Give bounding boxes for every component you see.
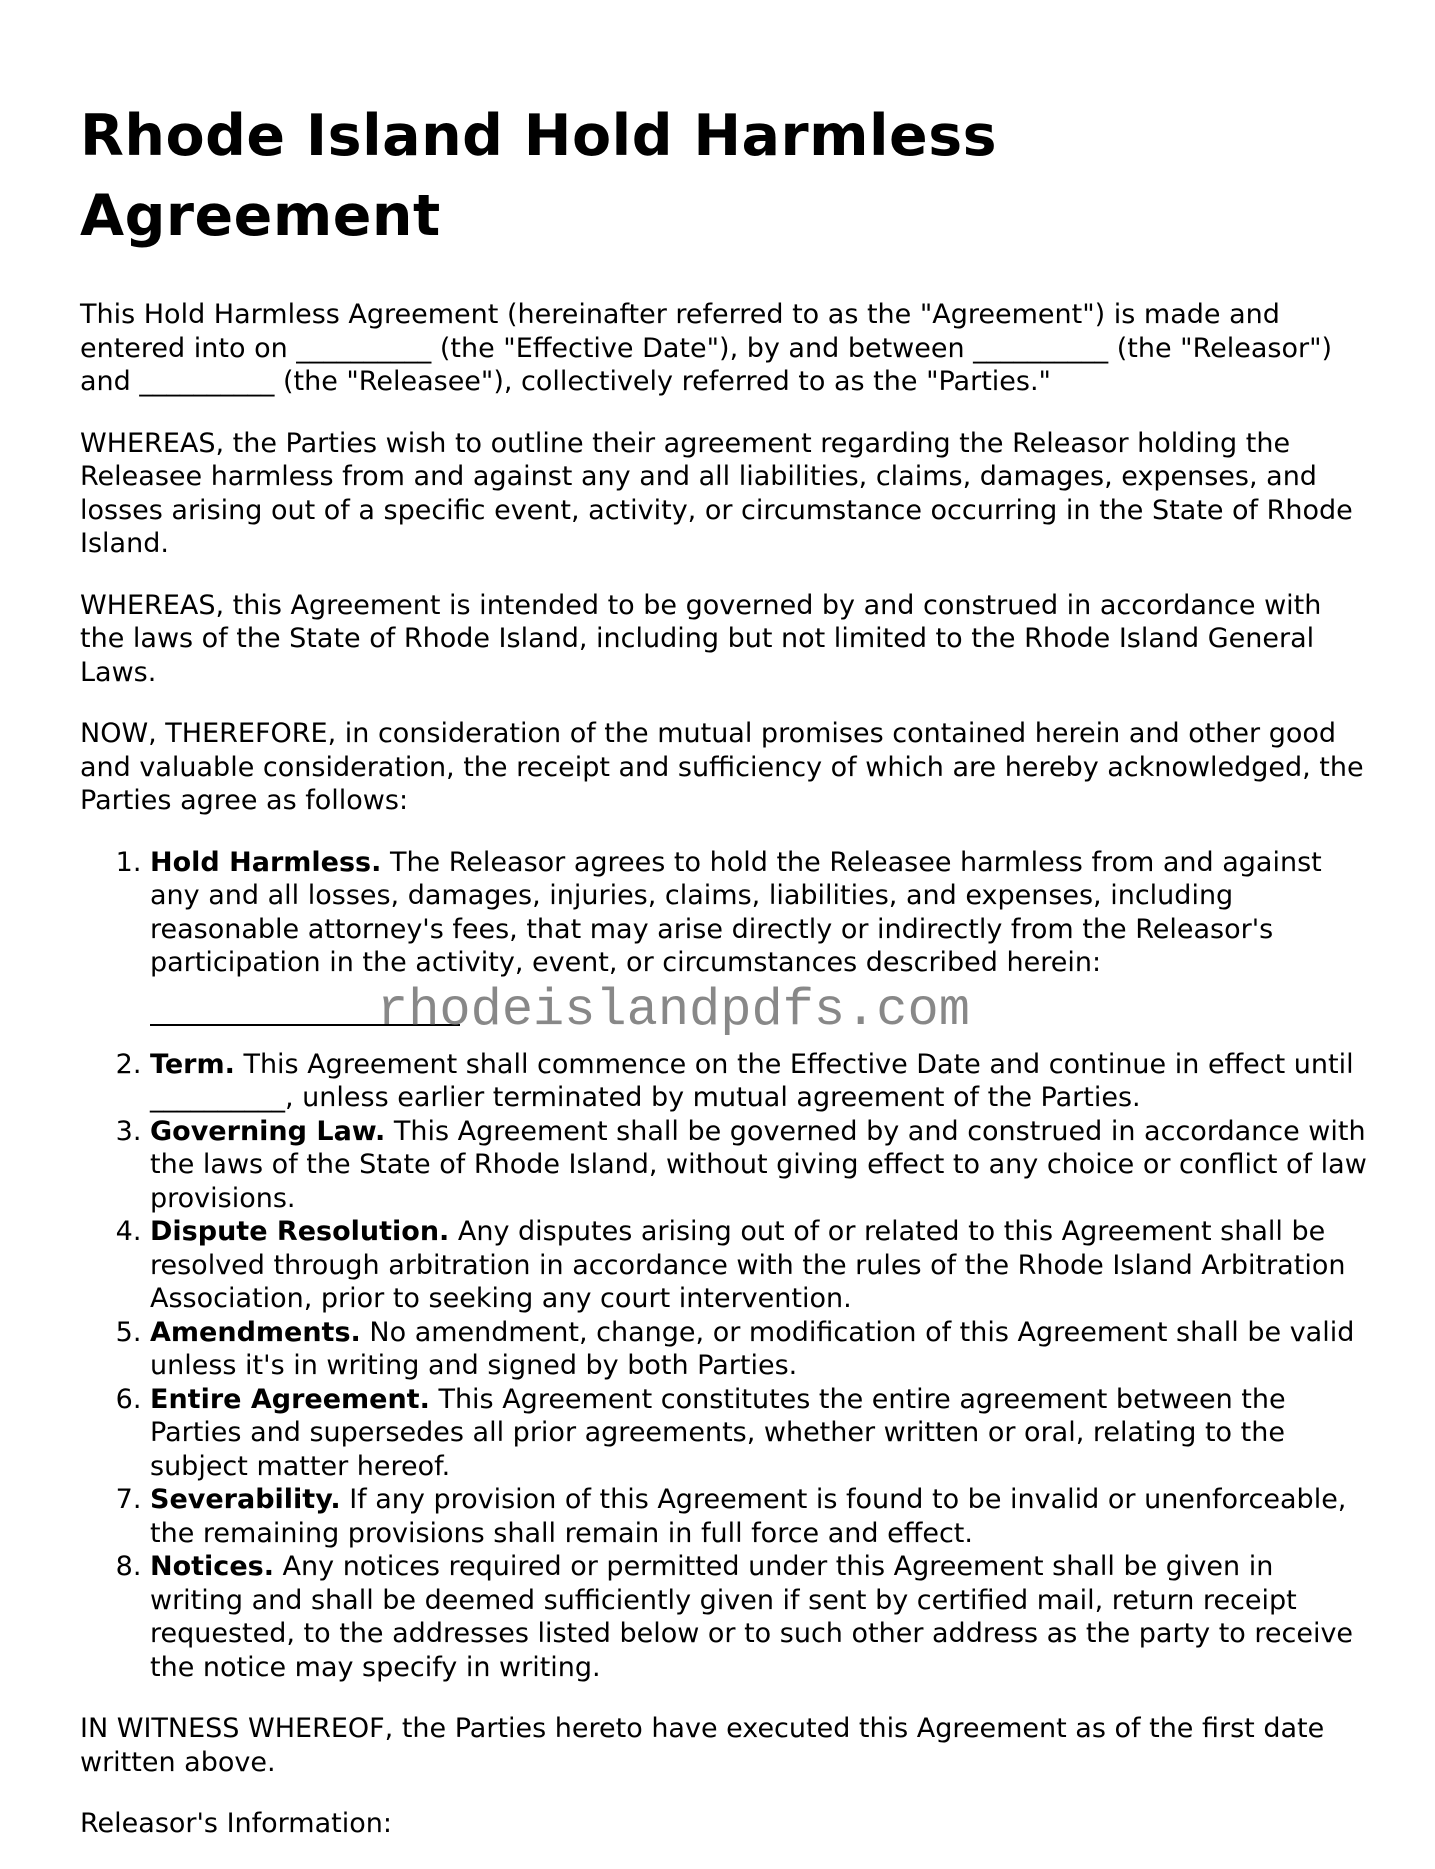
intro-paragraph: This Hold Harmless Agreement (hereinafter referred to as the "Agreement") is made and entered into on __________ (the "Effective Date"), by and between __________ (the "Releasor") and __________ (the "Releasee"), collectively referred to as the "Parties." xyxy=(80,299,1333,397)
clause-text: Any disputes arising out of or related to this Agreement shall be resolved through arbitration in accordance with the rules of the Rhode Island Arbitration Association, prior to seeking any court intervention. xyxy=(150,1216,1346,1314)
now-therefore-paragraph: NOW, THEREFORE, in consideration of the mutual promises contained herein and other good and valuable consideration, the receipt and sufficiency of which are hereby acknowledged, the Parties agree as follows: xyxy=(80,718,1364,816)
watermark: rhodeislandpdfs.com xyxy=(377,980,970,1040)
whereas-paragraph-2: WHEREAS, this Agreement is intended to be governed by and construed in accordance with the laws of the State of Rhode Island, including but not limited to the Rhode Island General Laws. xyxy=(80,589,1322,688)
clause-item-notices xyxy=(150,1550,1370,1684)
clause-heading: Hold Harmless. xyxy=(150,846,382,878)
clause-item-governing-law xyxy=(150,1115,1370,1216)
clause-text: This Agreement shall be governed by and construed in accordance with the laws of the State of Rhode Island, without giving effect to any choice or conflict of law provisions. xyxy=(150,1115,1367,1214)
releasor-info-label: Releasor's Information: xyxy=(80,1808,392,1839)
clause-item-entire-agreement xyxy=(150,1383,1370,1484)
clauses-list xyxy=(80,846,1370,1685)
witness-paragraph: IN WITNESS WHEREOF, the Parties hereto have executed this Agreement as of the first date written above. xyxy=(80,1713,1325,1778)
clause-heading: Amendments. xyxy=(150,1316,361,1348)
clause-heading: Governing Law. xyxy=(150,1115,386,1147)
clause-item-severability xyxy=(150,1483,1370,1550)
clause-text: Any notices required or permitted under this Agreement shall be given in writing and shall be deemed sufficiently given if sent by certified mail, return receipt requested, to the addresses listed below or to such other address as the party to receive the notice may specify in writing. xyxy=(150,1551,1354,1683)
clause-item-dispute-resolution xyxy=(150,1215,1370,1316)
document-title: Rhode Island Hold Harmless Agreement xyxy=(80,103,998,249)
clause-heading: Term. xyxy=(150,1048,235,1080)
clause-item-hold-harmless xyxy=(150,846,1370,1038)
clause-heading: Entire Agreement. xyxy=(150,1383,430,1415)
description-blank-field[interactable] xyxy=(150,980,1370,1038)
clause-text: The Releasor agrees to hold the Releasee harmless from and against any and all losses, damages, injuries, claims, liabilities, and expenses, including reasonable attorney's fees, that may arise directly or indirectly from the Releasor's participation in the activity, event, or circumstances described herein: xyxy=(150,846,1322,978)
clause-heading: Notices. xyxy=(150,1551,274,1582)
clause-text: If any provision of this Agreement is found to be invalid or unenforceable, the remaining provisions shall remain in full force and effect. xyxy=(150,1484,1347,1549)
clause-heading: Dispute Resolution. xyxy=(150,1216,450,1247)
clause-text: This Agreement shall commence on the Effective Date and continue in effect until __________, unless earlier terminated by mutual agreement of the Parties. xyxy=(150,1048,1354,1113)
clause-item-amendments xyxy=(150,1316,1370,1383)
document-page xyxy=(80,96,1370,1869)
clause-text: This Agreement constitutes the entire agreement between the Parties and supersedes all prior agreements, whether written or oral, relating to the subject matter hereof. xyxy=(150,1383,1286,1482)
clause-text: No amendment, change, or modification of this Agreement shall be valid unless it's in writing and signed by both Parties. xyxy=(150,1316,1355,1381)
whereas-paragraph-1: WHEREAS, the Parties wish to outline their agreement regarding the Releasor holding the Releasee harmless from and against any and all liabilities, claims, damages, expenses, and losses arising out of a specific event, activity, or circumstance occurring in the State of Rhode Island. xyxy=(80,427,1353,559)
clause-heading: Severability. xyxy=(150,1484,341,1515)
clause-item-term xyxy=(150,1048,1370,1115)
